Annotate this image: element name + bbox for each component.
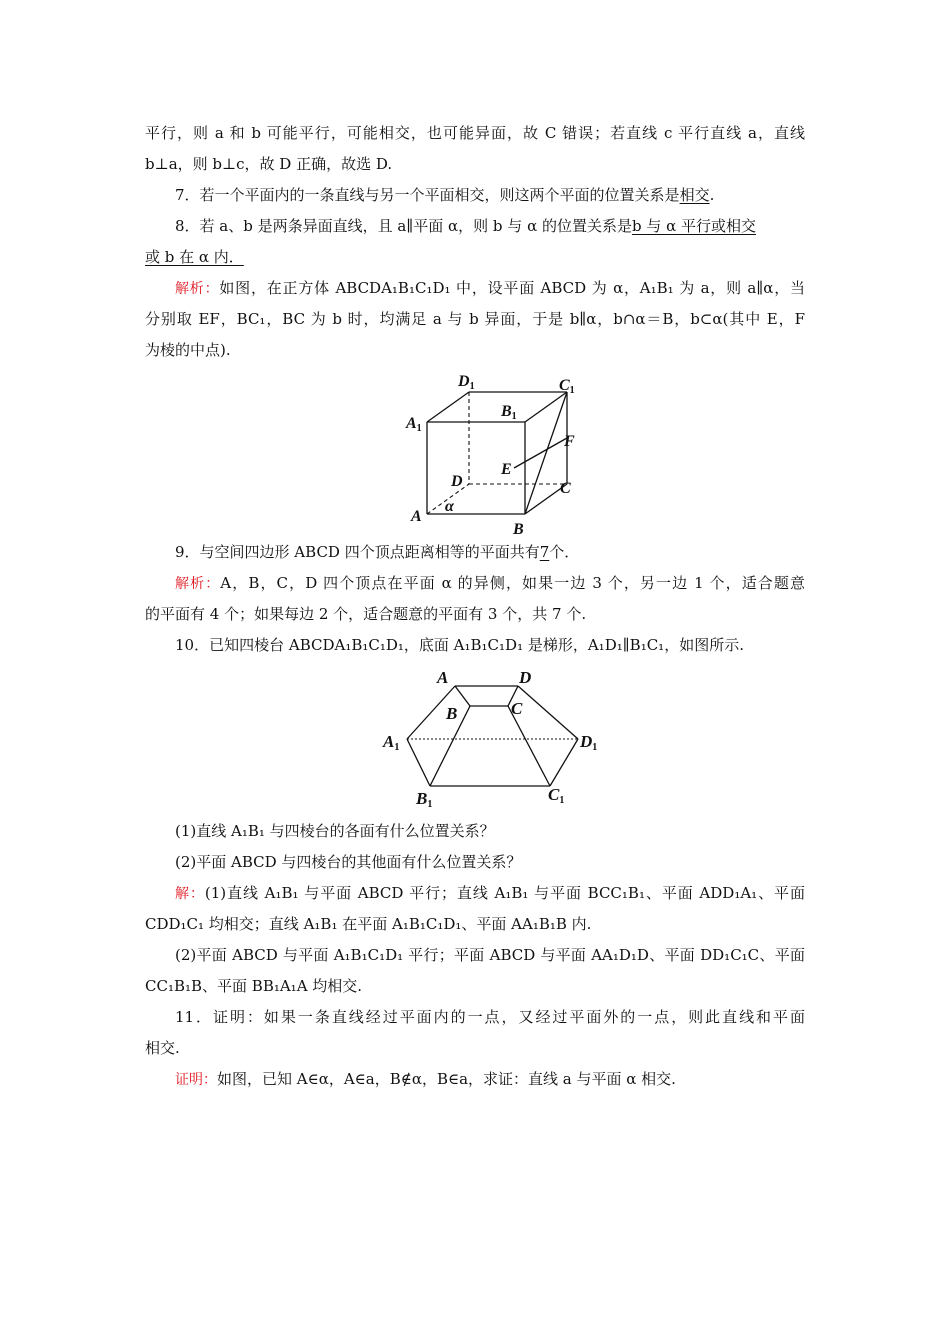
label-A1: A1	[406, 415, 422, 434]
proof-label: 证明：	[175, 1072, 217, 1088]
paragraph-line: b⊥a，则 b⊥c，故 D 正确，故选 D.	[145, 155, 393, 173]
label-B1: B1	[416, 789, 433, 810]
explanation-label: 解析：	[175, 281, 220, 297]
explanation-line: 分别取 EF，BC₁，BC 为 b 时，均满足 a 与 b 异面，于是 b∥α，b∩α＝B，b⊂α(其中 E，F	[145, 310, 805, 328]
label-B: B	[446, 704, 458, 723]
answer-blank: b 与 α 平行或相交	[631, 217, 757, 235]
proof-line	[175, 1068, 805, 1091]
solution-text: (1)直线 A₁B₁ 与平面 ABCD 平行；直线 A₁B₁ 与平面 BCC₁B₁、平面 ADD₁A₁、平面	[204, 884, 805, 902]
label-F: F	[564, 433, 575, 450]
label-B1: B1	[501, 403, 517, 422]
explanation-label: 解析：	[175, 576, 221, 592]
answer-blank: 7	[539, 543, 550, 561]
label-C: C	[560, 480, 571, 497]
label-C: C	[511, 699, 523, 718]
label-D1: D1	[458, 373, 475, 392]
label-D: D	[451, 473, 463, 490]
question-11: 11．证明：如果一条直线经过平面内的一点，又经过平面外的一点，则此直线和平面	[175, 1008, 805, 1026]
label-D1: D1	[580, 732, 598, 753]
frustum-figure	[380, 664, 610, 812]
answer-continuation	[145, 246, 805, 268]
solution-line: (2)平面 ABCD 与平面 A₁B₁C₁D₁ 平行；平面 ABCD 与平面 AA₁D₁D、平面 DD₁C₁C、平面	[175, 946, 805, 964]
subquestion-2: (2)平面 ABCD 与四棱台的其他面有什么位置关系？	[175, 853, 522, 871]
explanation-line	[175, 277, 805, 300]
explanation-text: 如图，在正方体 ABCDA₁B₁C₁D₁ 中，设平面 ABCD 为 α，A₁B₁ 为 a，则 a∥α，当	[219, 279, 806, 297]
question-7	[175, 184, 805, 206]
question-9	[175, 541, 805, 563]
label-A: A	[411, 508, 422, 525]
answer-blank: 相交	[679, 186, 710, 204]
label-D: D	[519, 668, 532, 687]
proof-text: 如图，已知 A∈α，A∈a，B∉α，B∈a，求证：直线 a 与平面 α 相交.	[217, 1070, 676, 1088]
cube-figure	[395, 370, 595, 540]
paragraph-line: 平行，则 a 和 b 可能平行，可能相交，也可能异面，故 C 错误；若直线 c 平行直线 a，直线	[145, 124, 805, 142]
label-alpha: α	[445, 498, 454, 515]
question-text: 8．若 a、b 是两条异面直线，且 a∥平面 α，则 b 与 α 的位置关系是	[175, 217, 632, 235]
question-8	[175, 215, 805, 237]
subquestion-1: (1)直线 A₁B₁ 与四棱台的各面有什么位置关系？	[175, 822, 495, 840]
label-C1: C1	[559, 377, 575, 396]
explanation-text: A，B，C，D 四个顶点在平面 α 的异侧，如果一边 3 个，另一边 1 个，适合题意	[220, 574, 805, 592]
question-text: 9．与空间四边形 ABCD 四个顶点距离相等的平面共有	[175, 543, 540, 561]
answer-blank: 或 b 在 α 内．	[145, 248, 244, 266]
question-end: 个．	[549, 543, 580, 561]
explanation-line	[175, 572, 805, 595]
question-11-continued: 相交.	[145, 1039, 180, 1057]
solution-line: CC₁B₁B、平面 BB₁A₁A 均相交.	[145, 977, 363, 995]
label-E: E	[501, 461, 512, 478]
label-C1: C1	[548, 785, 565, 806]
solution-line	[175, 882, 805, 905]
label-B: B	[513, 521, 524, 538]
label-A1: A1	[383, 732, 400, 753]
question-10: 10．已知四棱台 ABCDA₁B₁C₁D₁，底面 A₁B₁C₁D₁ 是梯形，A₁D₁∥B₁C₁，如图所示.	[175, 636, 744, 654]
question-text: 7．若一个平面内的一条直线与另一个平面相交，则这两个平面的位置关系是	[175, 186, 680, 204]
punctuation: .	[709, 186, 715, 204]
label-A: A	[437, 668, 449, 687]
explanation-line: 的平面有 4 个；如果每边 2 个，适合题意的平面有 3 个，共 7 个.	[145, 605, 587, 623]
solution-line: CDD₁C₁ 均相交；直线 A₁B₁ 在平面 A₁B₁C₁D₁、平面 AA₁B₁B 内.	[145, 915, 592, 933]
explanation-line: 为棱的中点).	[145, 341, 231, 359]
solution-label: 解：	[175, 886, 205, 902]
